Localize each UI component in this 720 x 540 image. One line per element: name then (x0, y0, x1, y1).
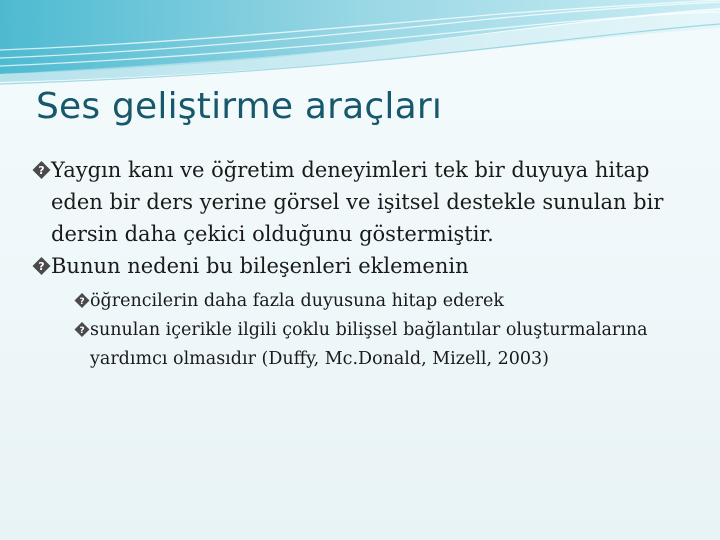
sub-bullet-item (74, 287, 692, 316)
slide-title: Ses geliştirme araçları (36, 86, 443, 127)
bullet-item (32, 154, 692, 250)
sub-bullet-text: sunulan içerikle ilgili çoklu bilişsel bağlantılar oluşturmalarına yardımcı olmasıdır (Duffy, Mc.Donald, Mizell, 2003) (90, 320, 648, 369)
sub-bullet-text: öğrencilerin daha fazla duyusuna hitap ederek (90, 291, 504, 311)
bullet-text: Yaygın kanı ve öğretim deneyimleri tek bir duyuya hitap eden bir ders yerine görsel ve işitsel destekle sunulan bir dersin daha çekici olduğunu göstermiştir. (51, 158, 664, 246)
bullet-list (32, 154, 692, 374)
replacement-glyph-icon (32, 161, 51, 179)
header-wave-decoration (0, 0, 720, 100)
replacement-glyph-icon (74, 322, 90, 337)
bullet-item (32, 250, 692, 282)
svg-text:?: ? (79, 324, 85, 336)
svg-text:?: ? (38, 164, 45, 177)
svg-text:?: ? (38, 260, 45, 273)
replacement-glyph-icon (74, 293, 90, 308)
sub-bullet-item (74, 316, 692, 374)
bullet-text: Bunun nedeni bu bileşenleri eklemenin (51, 254, 469, 278)
svg-text:?: ? (79, 295, 85, 307)
replacement-glyph-icon (32, 257, 51, 275)
